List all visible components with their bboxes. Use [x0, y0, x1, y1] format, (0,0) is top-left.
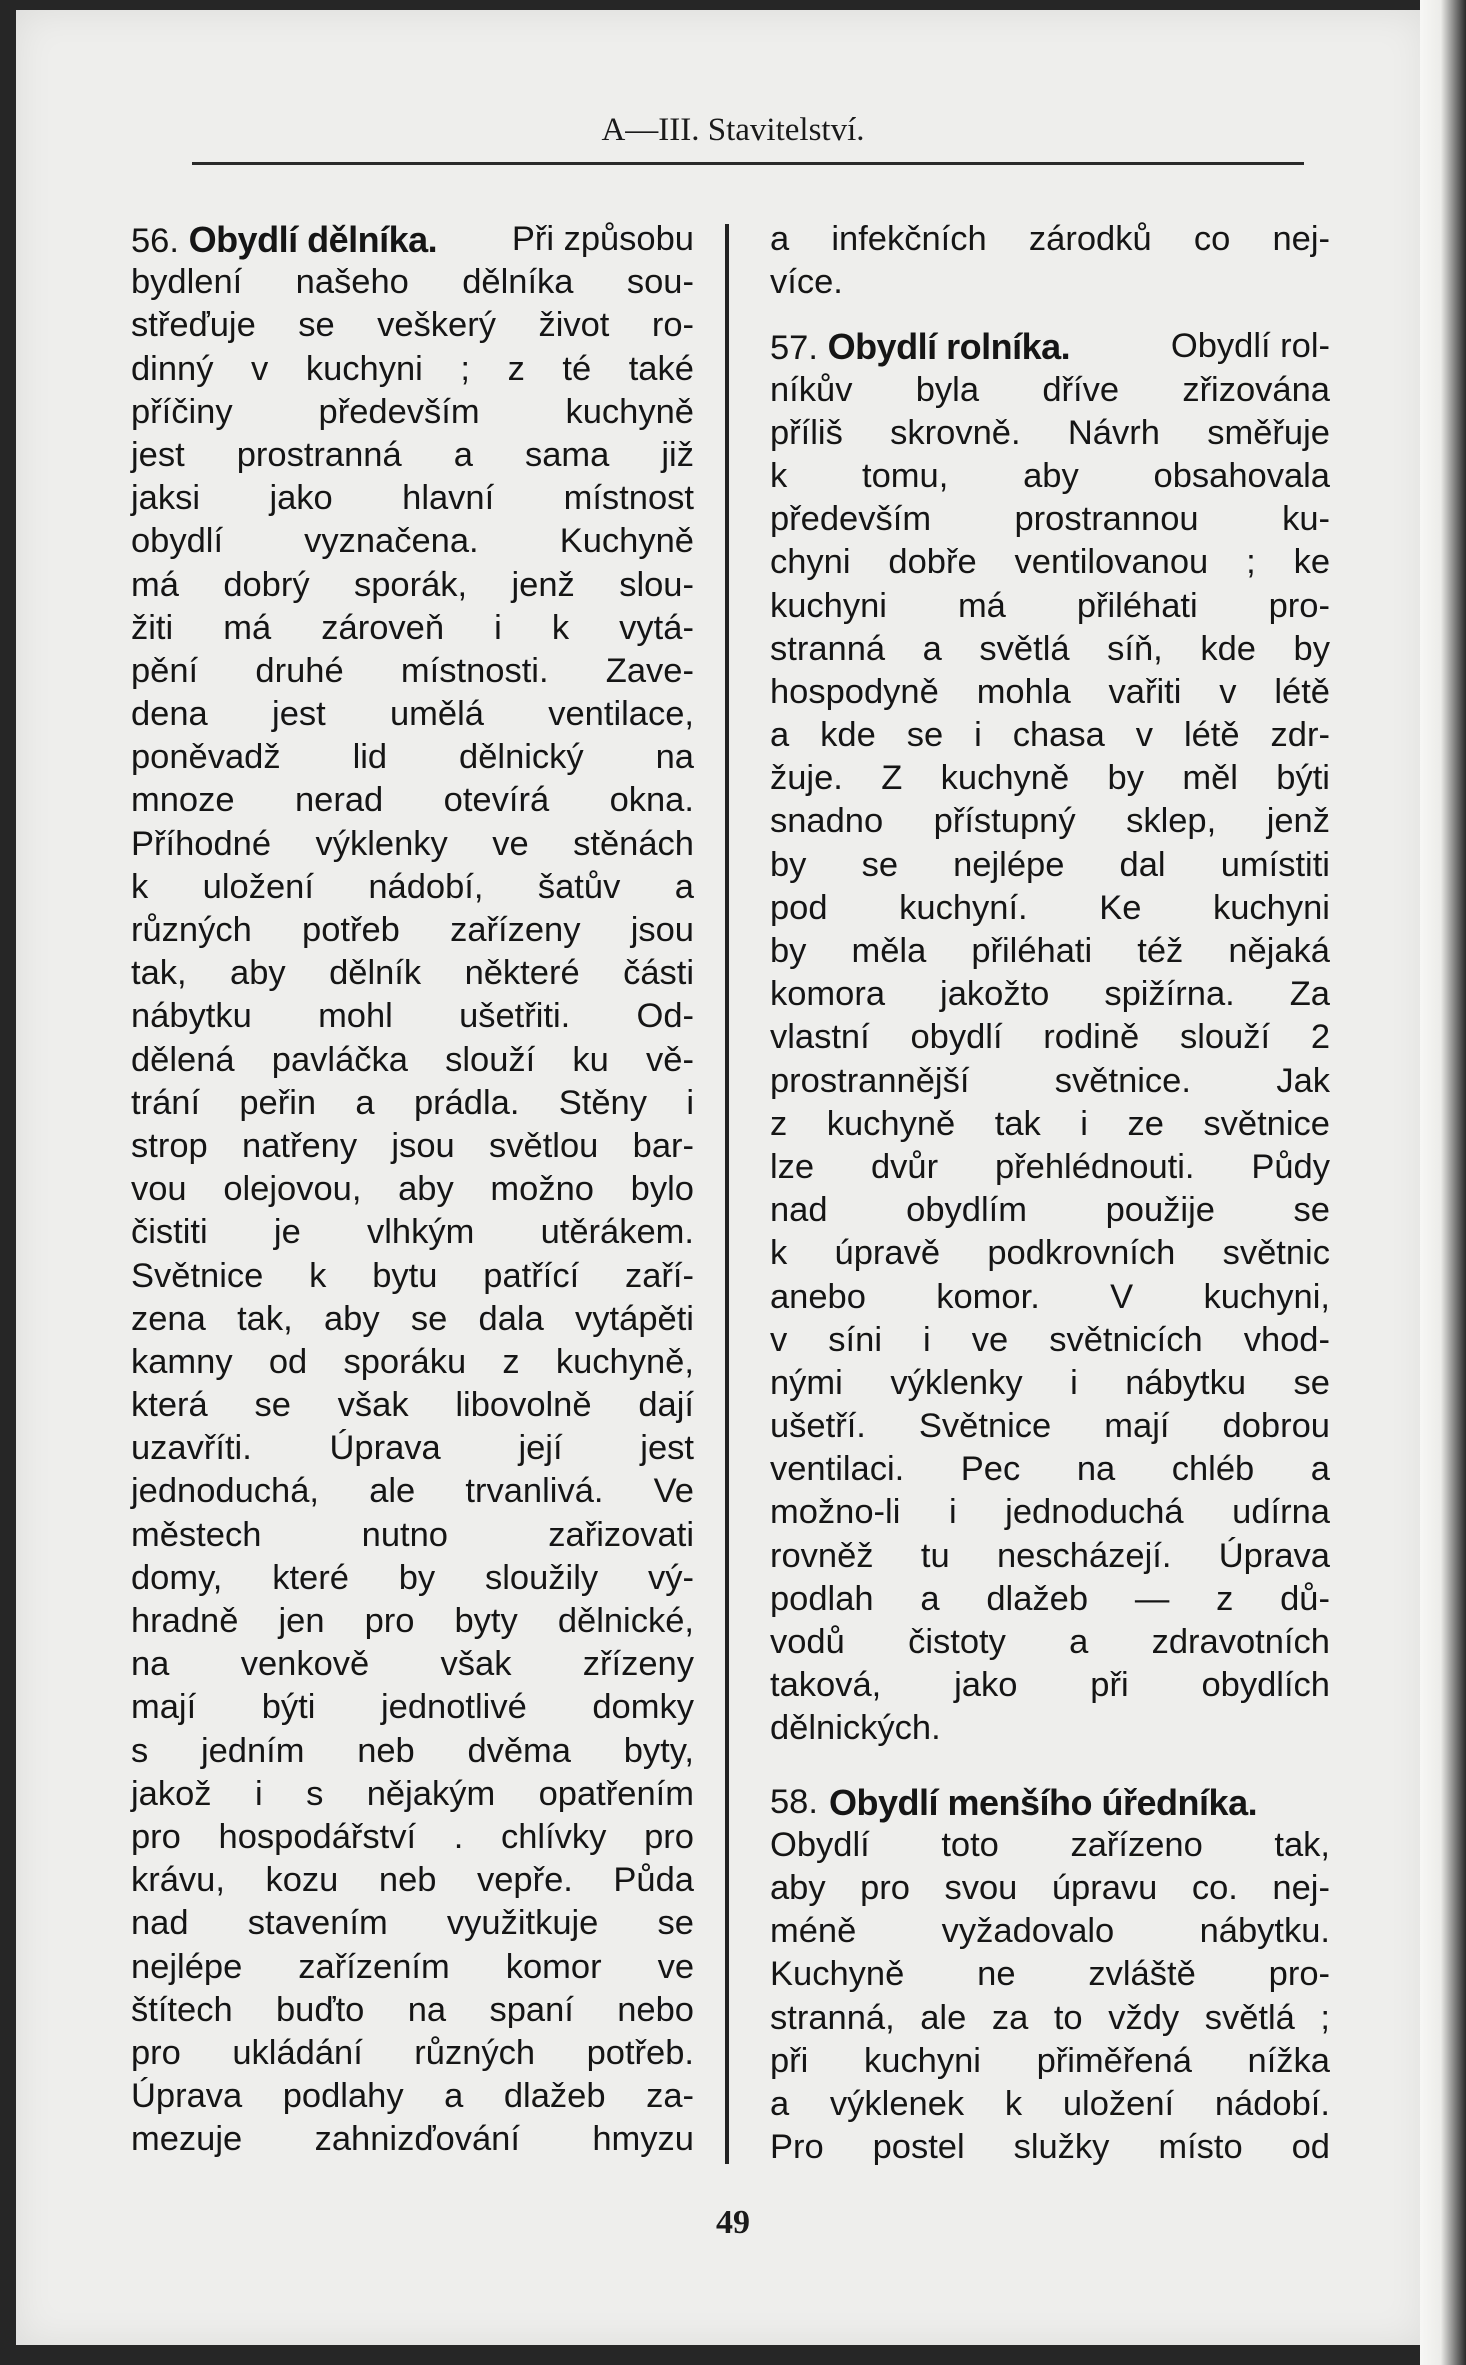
- text-line: má dobrý sporák, jenž slou-: [131, 565, 694, 604]
- text-line: příliš skrovně. Návrh směřuje: [770, 413, 1330, 452]
- text-line: rovněž tu nescházejí. Úprava: [770, 1536, 1330, 1575]
- text-line: jaksi jako hlavní místnost: [131, 479, 694, 518]
- text-line: Kuchyně ne zvláště pro-: [770, 1955, 1330, 1994]
- text-line: ventilaci. Pec na chléb a: [770, 1450, 1330, 1489]
- section-58-body: [770, 1824, 1330, 2170]
- text-line: a infekčních zárodků co nej-: [770, 220, 1330, 258]
- text-line: štítech buďto na spaní nebo: [131, 1990, 694, 2029]
- text-line: Obydlí toto zařízeno tak,: [770, 1825, 1330, 1864]
- text-line: pění druhé místnosti. Zave-: [131, 651, 694, 690]
- section-number: 56.: [131, 222, 179, 260]
- left-column: [131, 218, 694, 2161]
- text-line: vlastní obydlí rodině slouží 2: [770, 1018, 1330, 1057]
- text-line: Pro postel služky místo od: [770, 2128, 1330, 2167]
- text-line: nými výklenky i nábytku se: [770, 1363, 1330, 1402]
- text-line: především prostrannou ku-: [770, 500, 1330, 539]
- text-line: k úpravě podkrovních světnic: [770, 1234, 1330, 1273]
- text-line: dinný v kuchyni ; z té také: [131, 349, 694, 388]
- text-line: vou olejovou, aby možno bylo: [131, 1170, 694, 1209]
- text-line: Světnice k bytu patřící zaří-: [131, 1256, 694, 1295]
- text-line: nejlépe zařízením komor ve: [131, 1947, 694, 1986]
- text-line: strop natřeny jsou světlou bar-: [131, 1126, 694, 1165]
- header-rule: [192, 162, 1304, 165]
- text-line: obydlí vyznačena. Kuchyně: [131, 522, 694, 561]
- section-number: 58.: [770, 1782, 818, 1821]
- text-line: uzavříti. Úprava její jest: [131, 1429, 694, 1468]
- page-edge: [1420, 0, 1466, 2365]
- section-heading: Obydlí dělníka.: [188, 219, 438, 260]
- text-line: Při způsobu: [511, 220, 694, 258]
- right-column: [770, 218, 1330, 2169]
- text-line: k tomu, aby obsahovala: [770, 456, 1330, 495]
- text-line: níkův byla dříve zřizována: [770, 370, 1330, 409]
- text-line: aby pro svou úpravu co. nej-: [770, 1868, 1330, 1907]
- text-line: s jedním neb dvěma byty,: [131, 1731, 694, 1770]
- text-line: různých potřeb zařízeny jsou: [131, 911, 694, 949]
- text-line: méně vyžadovalo nábytku.: [770, 1912, 1330, 1951]
- text-line: střeďuje se veškerý život ro-: [131, 306, 694, 345]
- text-line: městech nutno zařizovati: [131, 1515, 694, 1554]
- text-line: poněvadž lid dělnický na: [131, 738, 694, 777]
- text-line: a výklenek k uložení nádobí.: [770, 2084, 1330, 2123]
- text-line: mají býti jednotlivé domky: [131, 1688, 694, 1727]
- text-line: hospodyně mohla vařiti v létě: [770, 672, 1330, 711]
- text-line: anebo komor. V kuchyni,: [770, 1277, 1330, 1316]
- text-line: nad stavením využitkuje se: [131, 1904, 694, 1943]
- text-line: komora jakožto spižírna. Za: [770, 975, 1330, 1014]
- text-line: dělnických.: [770, 1709, 941, 1748]
- text-line: pro hospodářství . chlívky pro: [131, 1817, 694, 1856]
- page-number: 49: [716, 2204, 750, 2241]
- text-line: žiti má zároveň i k vytá-: [131, 608, 694, 647]
- text-line: z kuchyně tak i ze světnice: [770, 1104, 1330, 1143]
- section-heading: Obydlí menšího úředníka.: [829, 1781, 1258, 1823]
- text-line: k uložení nádobí, šatův a: [131, 867, 694, 906]
- text-line: jest prostranná a sama již: [131, 435, 694, 474]
- text-line: krávu, kozu neb vepře. Půda: [131, 1861, 694, 1900]
- section-heading: Obydlí rolníka.: [827, 326, 1071, 368]
- text-line: která se však libovolně dají: [131, 1386, 694, 1425]
- text-line: pod kuchyní. Ke kuchyni: [770, 888, 1330, 927]
- column-divider: [725, 224, 729, 2164]
- text-line: kuchyni má přiléhati pro-: [770, 586, 1330, 625]
- text-line: stranná a světlá síň, kde by: [770, 629, 1330, 668]
- text-line: více.: [770, 263, 843, 302]
- text-line: nad obydlím použije se: [770, 1191, 1330, 1230]
- section-56-body: [131, 261, 694, 2161]
- text-line: v síni i ve světnicích vhod-: [770, 1320, 1330, 1359]
- text-line: čistiti je vlhkým utěrákem.: [131, 1213, 694, 1252]
- text-line: trání peřin a prádla. Stěny i: [131, 1083, 694, 1122]
- text-line: tak, aby dělník některé části: [131, 954, 694, 993]
- section-58-heading-line: [770, 1781, 1330, 1824]
- text-line: dena jest umělá ventilace,: [131, 695, 694, 734]
- section-56-continued: [770, 218, 1330, 304]
- text-line: Příhodné výklenky ve stěnách: [131, 824, 694, 863]
- text-line: domy, které by sloužily vý-: [131, 1558, 694, 1597]
- text-line: podlah a dlažeb — z dů-: [770, 1579, 1330, 1618]
- text-line: prostrannější světnice. Jak: [770, 1061, 1330, 1100]
- text-line: ušetří. Světnice mají dobrou: [770, 1407, 1330, 1446]
- text-line: Úprava podlahy a dlažeb za-: [131, 2077, 694, 2116]
- text-line: lze dvůr přehlédnouti. Půdy: [770, 1147, 1330, 1186]
- text-line: při kuchyni přiměřená nížka: [770, 2041, 1330, 2080]
- text-line: mnoze nerad otevírá okna.: [131, 781, 694, 820]
- text-line: jakož i s nějakým opatřením: [131, 1774, 694, 1813]
- text-line: možno-li i jednoduchá udírna: [770, 1493, 1330, 1532]
- text-line: žuje. Z kuchyně by měl býti: [770, 759, 1330, 798]
- text-line: nábytku mohl ušetřiti. Od-: [131, 997, 694, 1036]
- text-line: vodů čistoty a zdravotních: [770, 1623, 1330, 1661]
- text-line: kamny od sporáku z kuchyně,: [131, 1342, 694, 1381]
- section-56-heading-line: [131, 218, 694, 261]
- section-57-heading-line: [770, 325, 1330, 368]
- text-line: stranná, ale za to vždy světlá ;: [770, 1998, 1330, 2037]
- text-line: bydlení našeho dělníka sou-: [131, 263, 694, 302]
- text-line: chyni dobře ventilovanou ; ke: [770, 543, 1330, 582]
- text-line: by se nejlépe dal umístiti: [770, 845, 1330, 884]
- text-line: mezuje zahnizďování hmyzu: [131, 2120, 694, 2159]
- text-line: zena tak, aby se dala vytápěti: [131, 1299, 694, 1338]
- text-line: hradně jen pro byty dělnické,: [131, 1602, 694, 1640]
- text-line: pro ukládání různých potřeb.: [131, 2033, 694, 2072]
- text-line: snadno přístupný sklep, jenž: [770, 802, 1330, 841]
- text-line: taková, jako při obydlích: [770, 1666, 1330, 1705]
- text-line: příčiny především kuchyně: [131, 392, 694, 431]
- section-number: 57.: [770, 329, 818, 368]
- text-line: Obydlí rol-: [1170, 327, 1330, 366]
- text-line: na venkově však zřízeny: [131, 1645, 694, 1684]
- text-line: by měla přiléhati též nějaká: [770, 932, 1330, 970]
- section-57-body: [770, 369, 1330, 1751]
- text-line: a kde se i chasa v létě zdr-: [770, 716, 1330, 755]
- text-line: dělená pavláčka slouží ku vě-: [131, 1040, 694, 1079]
- running-header: A—III. Stavitelství.: [601, 112, 865, 148]
- text-line: jednoduchá, ale trvanlivá. Ve: [131, 1472, 694, 1511]
